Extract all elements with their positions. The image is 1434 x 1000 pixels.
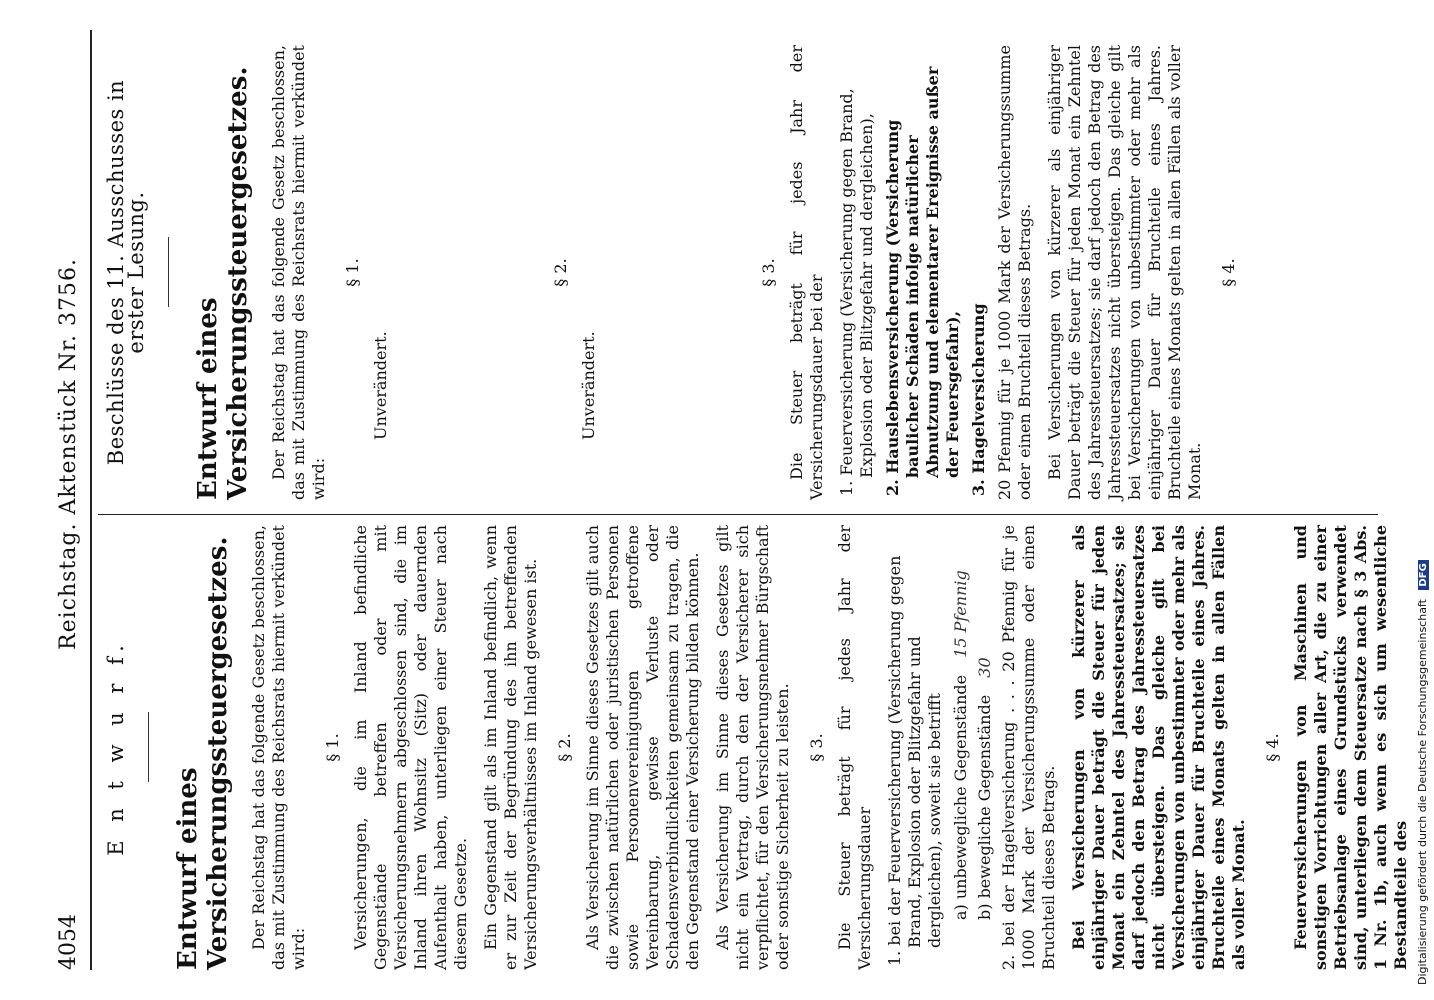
- funding-note-text: Digitalisierung gefördert durch die Deutsche Forschungsgemeinschaft: [1416, 599, 1429, 985]
- page-header: [50, 30, 92, 970]
- right-section-1: § 1.: [343, 258, 362, 287]
- funding-note: [1416, 5, 1430, 985]
- right-section-3-text: Die Steuer beträgt für jedes Jahr der Versicherungsdauer bei der: [787, 45, 826, 500]
- column-divider: [98, 514, 1378, 515]
- left-section-3-item-b: [975, 525, 995, 920]
- left-section-1: § 1.: [323, 733, 342, 762]
- left-section-2: § 2.: [555, 733, 574, 762]
- right-section-4: § 4.: [1219, 258, 1238, 287]
- right-section-3: § 3.: [759, 258, 778, 287]
- left-section-4: § 4.: [1263, 733, 1282, 762]
- left-section-3-item-a: [951, 525, 971, 920]
- right-section-1-text: Unverändert.: [371, 331, 390, 440]
- right-section-2: § 2.: [551, 258, 570, 287]
- left-section-3-text: Die Steuer beträgt für jedes Jahr der Versicherungsdauer: [835, 525, 874, 970]
- right-intro: Der Reichstag hat das folgende Gesetz beschlossen, das mit Zustimmung des Reichsrats hiermit verkündet wird:: [269, 45, 328, 500]
- heading-rule: [168, 238, 169, 308]
- page-number: 4054: [56, 914, 81, 970]
- left-section-3: § 3.: [807, 733, 826, 762]
- document-header-title: Reichstag. Aktenstück Nr. 3756.: [56, 258, 81, 650]
- left-column-heading: E n t w u r f.: [104, 639, 128, 856]
- left-intro: Der Reichstag hat das folgende Gesetz beschlossen, das mit Zustimmung des Reichsrats hiermit verkündet wird:: [249, 525, 308, 970]
- handwritten-note-a: 15 Pfennig: [951, 570, 970, 658]
- right-title: Entwurf eines Versicherungssteuergesetzes.: [193, 66, 253, 500]
- heading-rule: [148, 713, 149, 783]
- left-section-4-text: Feuerversicherungen von Maschinen und sonstigen Vorrichtungen aller Art, die zu einer Betriebsanlage eines Grundstücks verwendet sind, unterliegen dem Steuersatze nach § 3 Abs. 1 Nr. 1b, auch wenn es sich um wesentliche Bestandteile des: [1291, 525, 1410, 970]
- right-section-3-text3: Bei Versicherungen von kürzerer als einjähriger Dauer beträgt die Steuer für jeden Monat ein Zehntel des Jahressteuersatzes; sie darf jedoch den Betrag des Jahressteuersatzes nicht übersteigen. Das gleiche gilt bei Versicherungen von unbestimmter oder mehr als einjähriger Dauer für Bruchteile eines Jahres. Bruchteile eines Monats gelten in allen Fällen als voller Monat.: [1045, 45, 1204, 500]
- item-b-label: b) bewegliche Gegenstände: [975, 694, 994, 920]
- right-column: [102, 45, 1247, 500]
- left-section-2-text2: Als Versicherung im Sinne dieses Gesetzes gilt nicht ein Vertrag, durch den der Versicherer sich verpflichtet, für den Versicherungsnehmer Bürgschaft oder sonstige Sicherheit zu leisten.: [713, 525, 792, 970]
- left-section-1-text2: Ein Gegenstand gilt als im Inland befindlich, wenn er zur Zeit der Begründung des ihn betreffenden Versicherungsverhältnisses im Inland gewesen ist.: [481, 525, 540, 970]
- left-section-3-item-1: 1. bei der Feuerversicherung (Versicherung gegen Brand, Explosion oder Blitzgefahr und dergleichen), soweit sie betrifft: [885, 555, 944, 966]
- left-section-3-text2: Bei Versicherungen von kürzerer als einjähriger Dauer beträgt die Steuer für jeden Monat ein Zehntel des Jahressteuersatzes; sie darf jedoch den Betrag des Jahressteuersatzes nicht übersteigen. Das gleiche gilt bei Versicherungen von unbestimmter oder mehr als einjähriger Dauer für Bruchteile eines Jahres. Bruchteile eines Monats gelten in allen Fällen als voller Monat.: [1069, 525, 1248, 970]
- left-section-1-text: Versicherungen, die im Inland befindliche Gegenstände betreffen oder mit Versicherungsnehmern abgeschlossen sind, die im Inland ihren Wohnsitz (Sitz) oder dauernden Aufenthalt haben, unterliegen einer Steuer nach diesem Gesetze.: [351, 525, 470, 970]
- dfg-logo: DFG: [1418, 560, 1429, 589]
- left-section-3-item-2: 2. bei der Hagelversicherung . . . 20 Pfennig für je 1000 Mark der Versicherungssumme oder einen Bruchteil dieses Betrags.: [999, 525, 1058, 970]
- handwritten-note-b: 30: [975, 657, 994, 678]
- right-section-2-text: Unverändert.: [579, 331, 598, 440]
- left-column: [102, 525, 1421, 970]
- right-section-3-item-1: 1. Feuerversicherung (Versicherung gegen Brand, Explosion oder Blitzgefahr und dergleichen),: [837, 88, 876, 496]
- left-section-2-text: Als Versicherung im Sinne dieses Gesetzes gilt auch die zwischen natürlichen oder juristischen Personen sowie Personenvereinigungen getroffene Vereinbarung, gewisse Verluste oder Schadensverbindlichkeiten gemeinsam zu tragen, die den Gegenstand einer Versicherung bilden können.: [583, 525, 702, 970]
- document-page: [50, 30, 1410, 970]
- right-section-3-item-3: 3. Hagelversicherung: [969, 303, 988, 496]
- right-section-3-text2: 20 Pfennig für je 1000 Mark der Versicherungssumme oder einen Bruchteil dieses Betrags.: [995, 45, 1034, 500]
- right-column-heading: Beschlüsse des 11. Ausschusses in erster Lesung.: [104, 79, 148, 466]
- left-title: Entwurf eines Versicherungssteuergesetzes.: [173, 536, 233, 970]
- item-a-label: a) unbewegliche Gegenstände: [951, 674, 970, 920]
- right-section-3-item-2: 2. Hauslebensversicherung (Versicherung baulicher Schäden infolge natürlicher Abnutzung und elementarer Ereignisse außer der Feuersgefahr),: [883, 66, 962, 496]
